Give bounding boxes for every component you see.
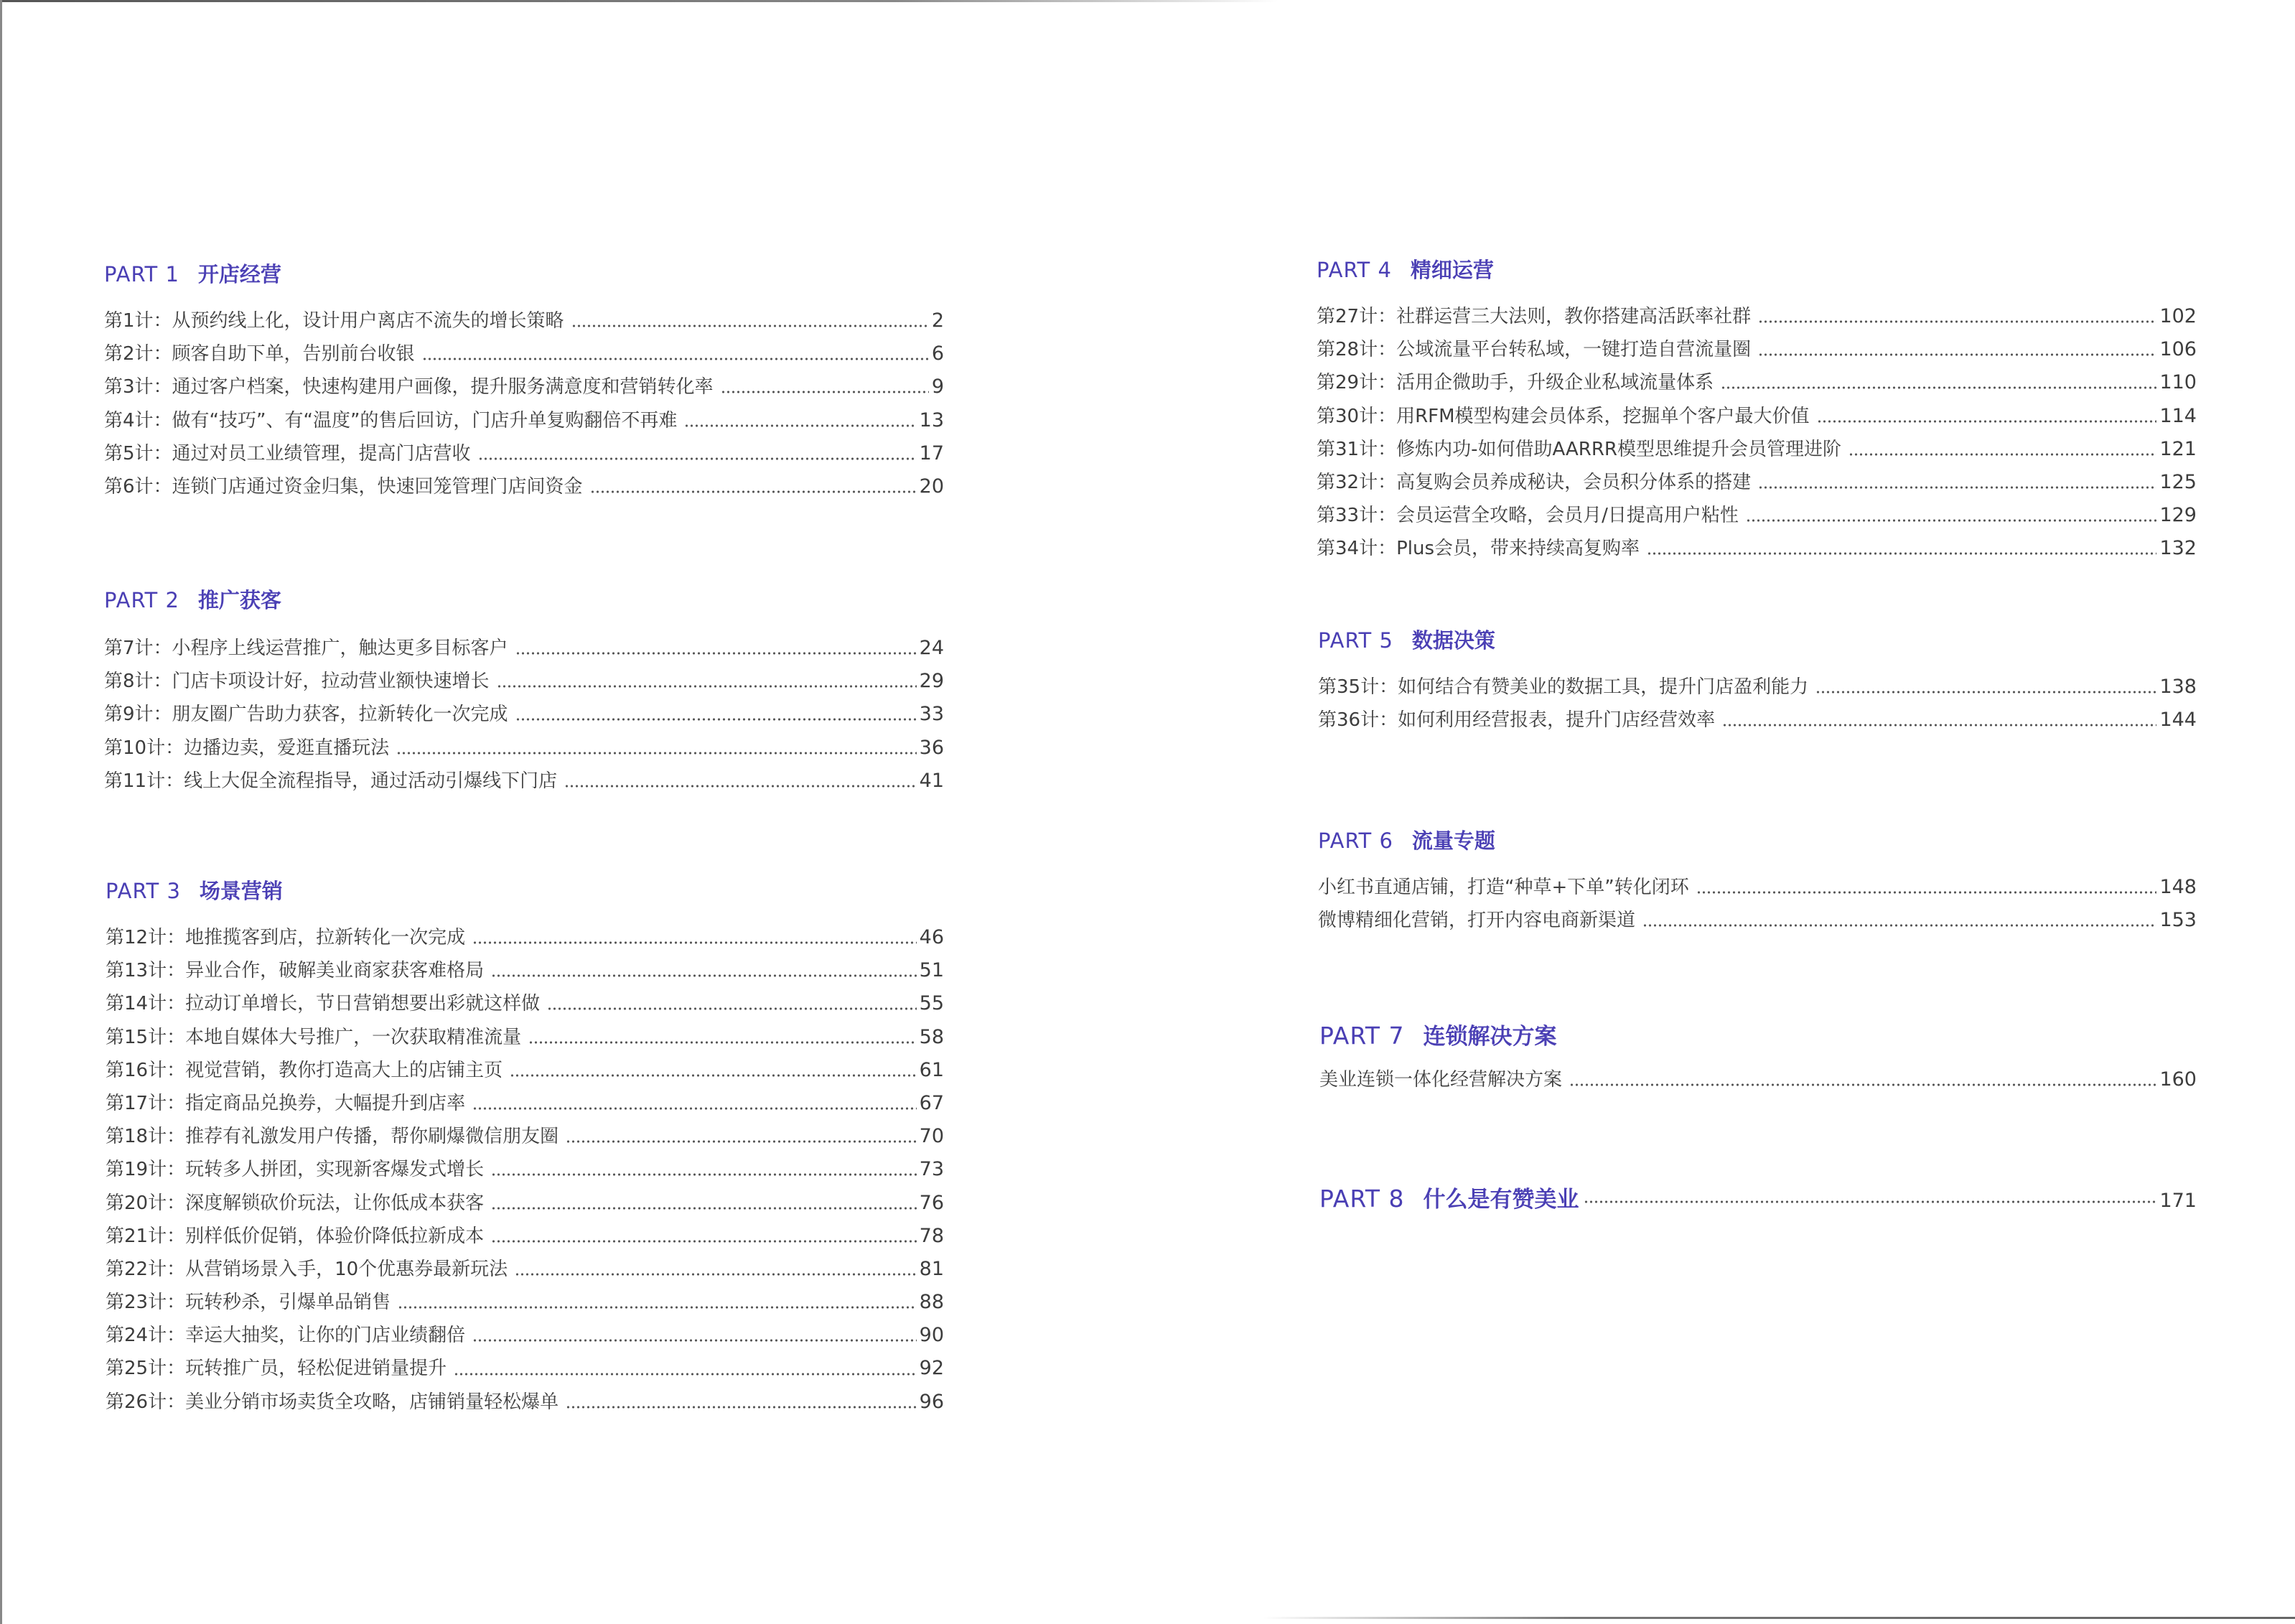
page-number: 29: [919, 670, 944, 693]
toc-entry: [106, 1153, 944, 1186]
toc-entry: [104, 337, 944, 370]
page-number: 36: [919, 736, 944, 759]
toc-entry-title: 第23计：玩转秒杀，引爆单品销售: [106, 1292, 391, 1314]
page-number: 73: [919, 1158, 944, 1181]
part-label: PART 1: [104, 262, 179, 286]
toc-part-5: [1318, 620, 2197, 737]
toc-entry: [106, 1319, 944, 1352]
dot-leader: [472, 1106, 917, 1111]
page-number: 20: [919, 475, 944, 498]
toc-part-4: [1317, 250, 2197, 566]
toc-entry: [106, 1187, 944, 1220]
page-number: 61: [919, 1058, 944, 1081]
page-number: 41: [919, 769, 944, 792]
page-number: 129: [2159, 504, 2197, 527]
toc-entry-title: 第30计：用RFM模型构建会员体系，挖掘单个客户最大价值: [1317, 405, 1810, 427]
toc-entry-list: [1317, 300, 2197, 566]
page-number: 24: [919, 637, 944, 659]
page-number: 9: [931, 375, 944, 398]
toc-entry-title: 第21计：别样低价促销，体验价降低拉新成本: [106, 1225, 485, 1247]
page-number: 106: [2159, 338, 2197, 361]
toc-entry-title: 第33计：会员运营全攻略，会员月/日提高用户粘性: [1317, 505, 1739, 527]
toc-entry: [1318, 671, 2197, 704]
page-number: 125: [2159, 470, 2197, 493]
part-heading: [104, 254, 944, 294]
dot-leader: [515, 650, 917, 656]
toc-entry: [1317, 433, 2197, 466]
dot-leader: [1722, 722, 2156, 728]
toc-entry: [104, 632, 944, 665]
page-number: 51: [919, 959, 944, 982]
toc-entry: [1319, 1063, 2197, 1096]
toc-entry-title: 第1计：从预约线上化，设计用户离店不流失的增长策略: [104, 310, 564, 332]
toc-entry-list: [1319, 1063, 2197, 1096]
page-number: 55: [919, 992, 944, 1015]
toc-part-1: [104, 254, 944, 503]
toc-entry: [106, 987, 944, 1020]
toc-entry-list: [1318, 671, 2197, 737]
dot-leader: [478, 456, 917, 462]
toc-entry: [106, 1286, 944, 1319]
part-8-row: [1319, 1179, 2197, 1219]
page-number: 78: [919, 1224, 944, 1247]
toc-entry: [106, 1087, 944, 1120]
part-label: PART 4: [1317, 258, 1392, 282]
top-edge-rule: [0, 0, 1278, 2]
toc-entry-list: [104, 632, 944, 798]
dot-leader: [422, 356, 929, 362]
dot-leader: [1721, 385, 2156, 391]
dot-leader: [491, 1205, 917, 1211]
toc-entry-title: 第25计：玩转推广员，轻松促进销量提升: [106, 1358, 447, 1380]
toc-entry-title: 第20计：深度解锁砍价玩法，让你低成本获客: [106, 1192, 485, 1214]
toc-entry-title: 美业连锁一体化经营解决方案: [1319, 1069, 1563, 1091]
toc-entry-title: 小红书直通店铺，打造“种草+下单”转化闭环: [1318, 877, 1689, 898]
part-label: PART 7: [1319, 1022, 1405, 1050]
toc-entry: [1317, 300, 2197, 333]
toc-entry: [104, 370, 944, 403]
toc-entry: [106, 1054, 944, 1087]
toc-entry-title: 第24计：幸运大抽奖，让你的门店业绩翻倍: [106, 1325, 466, 1347]
toc-entry: [104, 470, 944, 503]
toc-entry: [1318, 871, 2197, 904]
part-label: PART 2: [104, 588, 179, 612]
dot-leader: [1696, 890, 2157, 895]
toc-entry-title: 第13计：异业合作，破解美业商家获客难格局: [106, 960, 485, 982]
toc-entry-title: 第31计：修炼内功-如何借助AARRR模型思维提升会员管理进阶: [1317, 438, 1841, 460]
page-number: 153: [2159, 909, 2197, 932]
page-number: 88: [919, 1291, 944, 1314]
toc-entry-title: 第14计：拉动订单增长，节日营销想要出彩就这样做: [106, 993, 541, 1015]
toc-entry: [106, 1220, 944, 1253]
toc-entry-title: 第10计：边播边卖，爱逛直播玩法: [104, 737, 390, 759]
toc-entry-title: 第12计：地推揽客到店，拉新转化一次完成: [106, 927, 466, 948]
part-title: 场景营销: [199, 879, 283, 903]
page-number: 17: [919, 442, 944, 465]
page-number: 132: [2159, 537, 2197, 560]
dot-leader: [547, 1006, 917, 1012]
toc-entry: [104, 437, 944, 470]
page-number: 46: [919, 926, 944, 948]
page-number: 114: [2159, 404, 2197, 427]
page-number: 81: [919, 1257, 944, 1280]
dot-leader: [566, 1404, 917, 1410]
toc-entry-title: 第35计：如何结合有赞美业的数据工具，提升门店盈利能力: [1318, 676, 1809, 698]
part-label: PART 8: [1319, 1185, 1405, 1213]
part-title: 流量专题: [1411, 829, 1495, 853]
page-number: 148: [2159, 876, 2197, 898]
toc-entry-title: 第19计：玩转多人拼团，实现新客爆发式增长: [106, 1159, 485, 1181]
toc-entry-title: 第6计：连锁门店通过资金归集，快速回笼管理门店间资金: [104, 475, 583, 498]
page-number: 110: [2159, 371, 2197, 394]
dot-leader: [564, 783, 917, 789]
toc-part-6: [1318, 821, 2197, 937]
page-number: 171: [2159, 1190, 2197, 1212]
toc-entry-title: 第8计：门店卡项设计好，拉动营业额快速增长: [104, 671, 490, 693]
toc-entry: [104, 732, 944, 765]
toc-entry: [1317, 366, 2197, 399]
dot-leader: [515, 717, 917, 722]
dot-leader: [491, 1238, 917, 1244]
page-number: 76: [919, 1191, 944, 1214]
dot-leader: [491, 973, 917, 979]
dot-leader: [721, 389, 929, 395]
dot-leader: [1817, 419, 2157, 424]
toc-part-3: [106, 871, 944, 1419]
part-label: PART 6: [1318, 829, 1393, 853]
part-title: 推广获客: [197, 588, 281, 612]
dot-leader: [1815, 689, 2156, 695]
dot-leader: [454, 1371, 917, 1377]
toc-entry: [1317, 333, 2197, 366]
dot-leader: [528, 1040, 917, 1045]
dot-leader: [1642, 923, 2156, 928]
toc-entry-title: 第34计：Plus会员，带来持续高复购率: [1317, 538, 1640, 560]
toc-entry-title: 第16计：视觉营销，教你打造高大上的店铺主页: [106, 1059, 503, 1081]
part-title: 数据决策: [1411, 628, 1495, 653]
part-heading: [104, 580, 944, 620]
page-number: 33: [919, 703, 944, 726]
part-title: 开店经营: [197, 262, 281, 286]
dot-leader: [1584, 1200, 2157, 1205]
toc-entry: [1318, 704, 2197, 737]
toc-part-8: [1319, 1179, 2197, 1219]
toc-entry: [106, 1253, 944, 1286]
toc-entry: [106, 921, 944, 954]
part-label: PART 5: [1318, 628, 1393, 653]
bottom-edge-rule: [1263, 1617, 2295, 1619]
toc-entry: [104, 404, 944, 437]
dot-leader: [1758, 485, 2156, 490]
toc-entry-title: 第11计：线上大促全流程指导，通过活动引爆线下门店: [104, 770, 558, 792]
toc-part-2: [104, 580, 944, 798]
toc-entry-title: 第22计：从营销场景入手，10个优惠券最新玩法: [106, 1258, 508, 1280]
toc-part-7: [1319, 1016, 2197, 1096]
dot-leader: [571, 323, 929, 329]
part-title: 什么是有赞美业: [1423, 1187, 1579, 1213]
toc-entry: [106, 1120, 944, 1153]
part-label: PART 3: [106, 879, 181, 903]
dot-leader: [566, 1139, 917, 1144]
toc-entry-title: 第7计：小程序上线运营推广，触达更多目标客户: [104, 638, 508, 659]
toc-entry-title: 第2计：顾客自助下单，告别前台收银: [104, 343, 415, 365]
toc-entry-title: 第26计：美业分销市场卖货全攻略，店铺销量轻松爆单: [106, 1391, 559, 1413]
dot-leader: [684, 423, 916, 429]
toc-entry-list: [104, 304, 944, 503]
dot-leader: [398, 1305, 917, 1310]
toc-entry: [104, 304, 944, 337]
page-number: 96: [919, 1390, 944, 1413]
part-heading: [106, 871, 944, 911]
toc-entry-list: [1318, 871, 2197, 937]
toc-entry-title: 第5计：通过对员工业绩管理，提高门店营收: [104, 442, 471, 465]
toc-entry: [106, 954, 944, 987]
dot-leader: [1647, 551, 2156, 556]
part-heading: [1319, 1179, 1579, 1219]
dot-leader: [1758, 319, 2156, 325]
page-number: 58: [919, 1025, 944, 1048]
toc-entry-title: 微博精细化营销，打开内容电商新渠道: [1318, 910, 1636, 932]
toc-entry: [1317, 466, 2197, 499]
toc-entry: [1317, 499, 2197, 532]
toc-entry-title: 第28计：公域流量平台转私域，一键打造自营流量圈: [1317, 339, 1752, 361]
dot-leader: [497, 683, 917, 689]
dot-leader: [1758, 352, 2156, 358]
toc-entry-title: 第4计：做有“技巧”、有“温度”的售后回访，门店升单复购翻倍不再难: [104, 409, 678, 431]
toc-entry-title: 第3计：通过客户档案，快速构建用户画像，提升服务满意度和营销转化率: [104, 376, 714, 398]
dot-leader: [1569, 1082, 2156, 1088]
toc-entry: [1317, 532, 2197, 565]
toc-entry-title: 第17计：指定商品兑换券，大幅提升到店率: [106, 1092, 466, 1114]
toc-entry-list: [106, 921, 944, 1419]
page-number: 90: [919, 1324, 944, 1347]
page-number: 70: [919, 1125, 944, 1148]
part-heading: [1318, 620, 2197, 661]
page-number: 138: [2159, 676, 2197, 698]
part-heading: [1317, 250, 2197, 290]
page-number: 2: [931, 309, 944, 332]
part-title: 连锁解决方案: [1423, 1024, 1557, 1050]
dot-leader: [515, 1271, 916, 1277]
toc-entry-title: 第18计：推荐有礼激发用户传播，帮你刷爆微信朋友圈: [106, 1126, 559, 1148]
page-number: 67: [919, 1091, 944, 1114]
toc-entry: [106, 1352, 944, 1385]
toc-entry-title: 第29计：活用企微助手，升级企业私域流量体系: [1317, 372, 1714, 394]
dot-leader: [472, 1338, 917, 1343]
toc-entry-title: 第36计：如何利用经营报表，提升门店经营效率: [1318, 709, 1716, 732]
page-number: 13: [919, 409, 944, 431]
toc-entry-title: 第32计：高复购会员养成秘诀，会员积分体系的搭建: [1317, 471, 1752, 493]
dot-leader: [472, 940, 917, 946]
part-heading: [1318, 821, 2197, 861]
toc-entry: [1318, 904, 2197, 937]
toc-entry: [106, 1021, 944, 1054]
toc-entry-title: 第9计：朋友圈广告助力获客，拉新转化一次完成: [104, 704, 508, 726]
page-number: 121: [2159, 437, 2197, 460]
dot-leader: [1848, 452, 2156, 457]
toc-entry-title: 第27计：社群运营三大法则，教你搭建高活跃率社群: [1317, 306, 1752, 327]
toc-entry: [104, 698, 944, 731]
part-title: 精细运营: [1410, 258, 1494, 282]
page-number: 144: [2159, 709, 2197, 732]
toc-entry: [104, 665, 944, 698]
dot-leader: [590, 489, 917, 495]
dot-leader: [491, 1172, 917, 1177]
page-number: 160: [2159, 1068, 2197, 1091]
dot-leader: [510, 1073, 917, 1078]
toc-entry: [104, 765, 944, 798]
left-edge-rule: [0, 0, 2, 1624]
dot-leader: [1746, 518, 2157, 523]
toc-entry: [1317, 400, 2197, 433]
page-number: 102: [2159, 305, 2197, 327]
toc-entry-title: 第15计：本地自媒体大号推广，一次获取精准流量: [106, 1026, 522, 1048]
part-heading: [1319, 1016, 2197, 1056]
toc-entry: [106, 1386, 944, 1419]
page-number: 92: [919, 1357, 944, 1380]
page-number: 6: [931, 342, 944, 365]
dot-leader: [396, 750, 917, 756]
